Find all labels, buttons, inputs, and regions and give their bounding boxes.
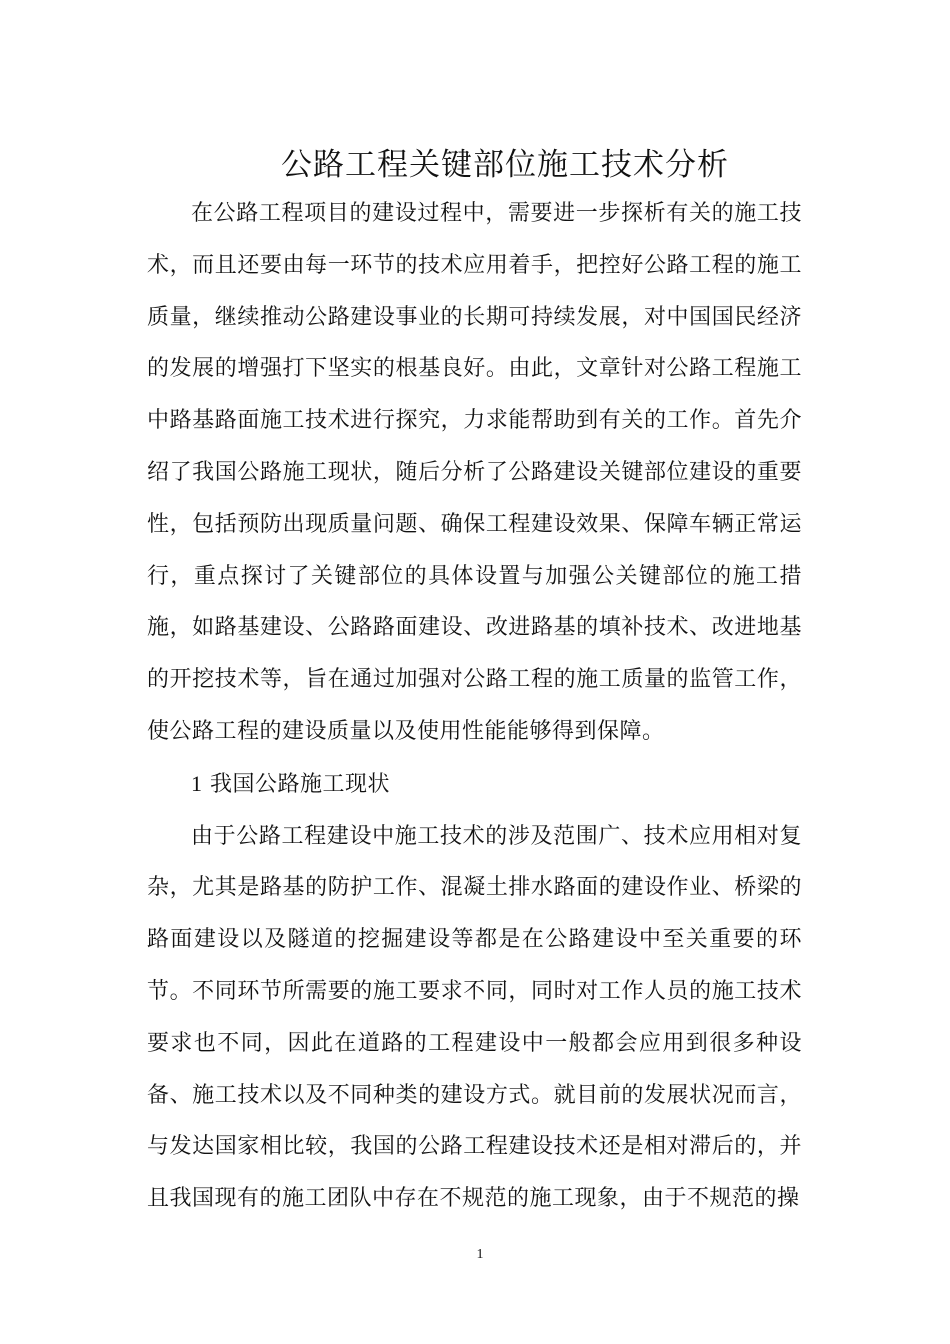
- section-heading: [147, 758, 802, 811]
- document-body: [147, 188, 802, 1225]
- abstract-paragraph: 在公路工程项目的建设过程中，需要进一步探析有关的施工技术，而且还要由每一环节的技术应用着手，把控好公路工程的施工质量，继续推动公路建设事业的长期可持续发展，对中国国民经济的发展的增强打下坚实的根基良好。由此，文章针对公路工程施工中路基路面施工技术进行探究，力求能帮助到有关的工作。首先介绍了我国公路施工现状，随后分析了公路建设关键部位建设的重要性，包括预防出现质量问题、确保工程建设效果、保障车辆正常运行，重点探讨了关键部位的具体设置与加强公关键部位的施工措施，如路基建设、公路路面建设、改进路基的填补技术、改进地基的开挖技术等，旨在通过加强对公路工程的施工质量的监管工作，使公路工程的建设质量以及使用性能能够得到保障。: [147, 201, 802, 744]
- page-number: 1: [476, 1247, 484, 1262]
- section-paragraph: 由于公路工程建设中施工技术的涉及范围广、技术应用相对复杂，尤其是路基的防护工作、混凝土排水路面的建设作业、桥梁的路面建设以及隧道的挖掘建设等都是在公路建设中至关重要的环节。不同环节所需要的施工要求不同，同时对工作人员的施工技术要求也不同，因此在道路的工程建设中一般都会应用到很多种设备、施工技术以及不同种类的建设方式。就目前的发展状况而言，与发达国家相比较，我国的公路工程建设技术还是相对滞后的，并且我国现有的施工团队中存在不规范的施工现象，由于不规范的操: [147, 823, 802, 1212]
- section-heading-text: 我国公路施工现状: [210, 771, 391, 797]
- section-number: 1: [191, 770, 203, 796]
- document-title: 公路工程关键部位施工技术分析: [281, 146, 729, 183]
